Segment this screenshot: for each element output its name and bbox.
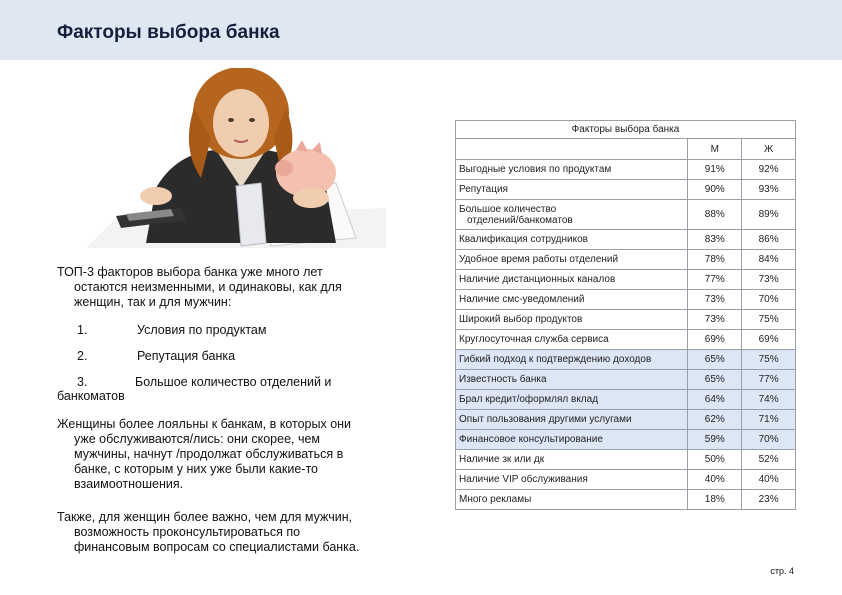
paragraph-line: Женщины более лояльны к банкам, в которых они: [57, 417, 352, 431]
factor-name: Широкий выбор продуктов: [456, 310, 688, 330]
value-f: 70%: [742, 290, 796, 310]
value-f: 23%: [742, 490, 796, 510]
factor-name: Финансовое консультирование: [456, 430, 688, 450]
value-m: 73%: [688, 290, 742, 310]
table-row: [456, 180, 796, 200]
women-loyalty-paragraph: [57, 417, 417, 492]
value-m: 65%: [688, 350, 742, 370]
factor-name: Брал кредит/оформлял вклад: [456, 390, 688, 410]
value-m: 65%: [688, 370, 742, 390]
value-f: 40%: [742, 470, 796, 490]
factors-table: [455, 120, 796, 510]
item-text: Условия по продуктам: [137, 323, 267, 337]
value-m: 88%: [688, 200, 742, 230]
value-m: 59%: [688, 430, 742, 450]
table-row: [456, 330, 796, 350]
value-m: 50%: [688, 450, 742, 470]
table-row: [456, 270, 796, 290]
paragraph-line: возможность проконсультироваться по: [74, 525, 301, 539]
table-row: [456, 350, 796, 370]
top3-item-2: [77, 349, 235, 363]
top3-item-3: [57, 375, 397, 403]
value-f: 74%: [742, 390, 796, 410]
table-row: [456, 370, 796, 390]
intro-line: ТОП-3 факторов выбора банка уже много лет: [57, 265, 323, 279]
table-row: [456, 230, 796, 250]
value-m: 18%: [688, 490, 742, 510]
table-row: [456, 160, 796, 180]
factor-name: Наличие дистанционных каналов: [456, 270, 688, 290]
factor-name: Много рекламы: [456, 490, 688, 510]
table-row: [456, 410, 796, 430]
woman-piggybank-photo: [86, 68, 386, 248]
value-m: 62%: [688, 410, 742, 430]
value-m: 91%: [688, 160, 742, 180]
factor-name: Опыт пользования другими услугами: [456, 410, 688, 430]
factor-name: Репутация: [456, 180, 688, 200]
factor-name: Квалификация сотрудников: [456, 230, 688, 250]
consulting-paragraph: [57, 510, 417, 555]
intro-line: женщин, так и для мужчин:: [74, 295, 232, 309]
table-title: Факторы выбора банка: [456, 121, 796, 139]
value-f: 52%: [742, 450, 796, 470]
paragraph-line: Также, для женщин более важно, чем для мужчин,: [57, 510, 353, 524]
factor-name-line: Большое количество: [459, 203, 557, 215]
factor-name: Наличие VIP обслуживания: [456, 470, 688, 490]
item-number: 3.: [77, 375, 88, 389]
paragraph-line: взаимоотношения.: [74, 477, 184, 491]
factor-name: Известность банка: [456, 370, 688, 390]
header-band: [0, 0, 842, 60]
table-row: [456, 430, 796, 450]
value-f: 69%: [742, 330, 796, 350]
table-row: [456, 470, 796, 490]
intro-line: остаются неизменными, и одинаковы, как для: [74, 280, 342, 294]
value-f: 77%: [742, 370, 796, 390]
paragraph-line: мужчины, начнут /продолжат обслуживаться в: [74, 447, 344, 461]
item-text-cont: банкоматов: [57, 389, 125, 403]
table-row: [456, 290, 796, 310]
value-f: 70%: [742, 430, 796, 450]
value-m: 69%: [688, 330, 742, 350]
factor-name: Удобное время работы отделений: [456, 250, 688, 270]
page-title: Факторы выбора банка: [57, 22, 280, 43]
factor-name: Наличие смс-уведомлений: [456, 290, 688, 310]
table-row: [456, 390, 796, 410]
top3-intro: [57, 265, 417, 310]
value-m: 78%: [688, 250, 742, 270]
paragraph-line: уже обслуживаются/лись: они скорее, чем: [74, 432, 321, 446]
value-f: 75%: [742, 350, 796, 370]
value-m: 64%: [688, 390, 742, 410]
value-f: 75%: [742, 310, 796, 330]
item-text: Репутация банка: [137, 349, 236, 363]
item-number: 2.: [77, 349, 88, 363]
item-number: 1.: [77, 323, 88, 337]
factor-name-line: отделений/банкоматов: [467, 214, 573, 226]
value-m: 73%: [688, 310, 742, 330]
value-f: 73%: [742, 270, 796, 290]
table-row: [456, 200, 796, 230]
table-row: [456, 310, 796, 330]
value-f: 93%: [742, 180, 796, 200]
value-m: 77%: [688, 270, 742, 290]
value-m: 40%: [688, 470, 742, 490]
table-row: [456, 450, 796, 470]
table-row: [456, 490, 796, 510]
factor-name: Круглосуточная служба сервиса: [456, 330, 688, 350]
header-m: М: [688, 139, 742, 160]
paragraph-line: финансовым вопросам со специалистами банка.: [74, 540, 360, 554]
value-m: 83%: [688, 230, 742, 250]
value-f: 89%: [742, 200, 796, 230]
item-text: Большое количество отделений и: [135, 375, 332, 389]
factor-name: Наличие зк или дк: [456, 450, 688, 470]
factor-name: Гибкий подход к подтверждению доходов: [456, 350, 688, 370]
page-number: стр. 4: [770, 566, 794, 576]
value-f: 86%: [742, 230, 796, 250]
table-row: [456, 250, 796, 270]
top3-item-1: [77, 323, 266, 337]
header-f: Ж: [742, 139, 796, 160]
factor-name: Выгодные условия по продуктам: [456, 160, 688, 180]
header-empty: [456, 139, 688, 160]
value-f: 84%: [742, 250, 796, 270]
factor-name: [456, 200, 688, 230]
value-f: 92%: [742, 160, 796, 180]
value-f: 71%: [742, 410, 796, 430]
paragraph-line: банке, с которым у них уже были какие-то: [74, 462, 318, 476]
value-m: 90%: [688, 180, 742, 200]
